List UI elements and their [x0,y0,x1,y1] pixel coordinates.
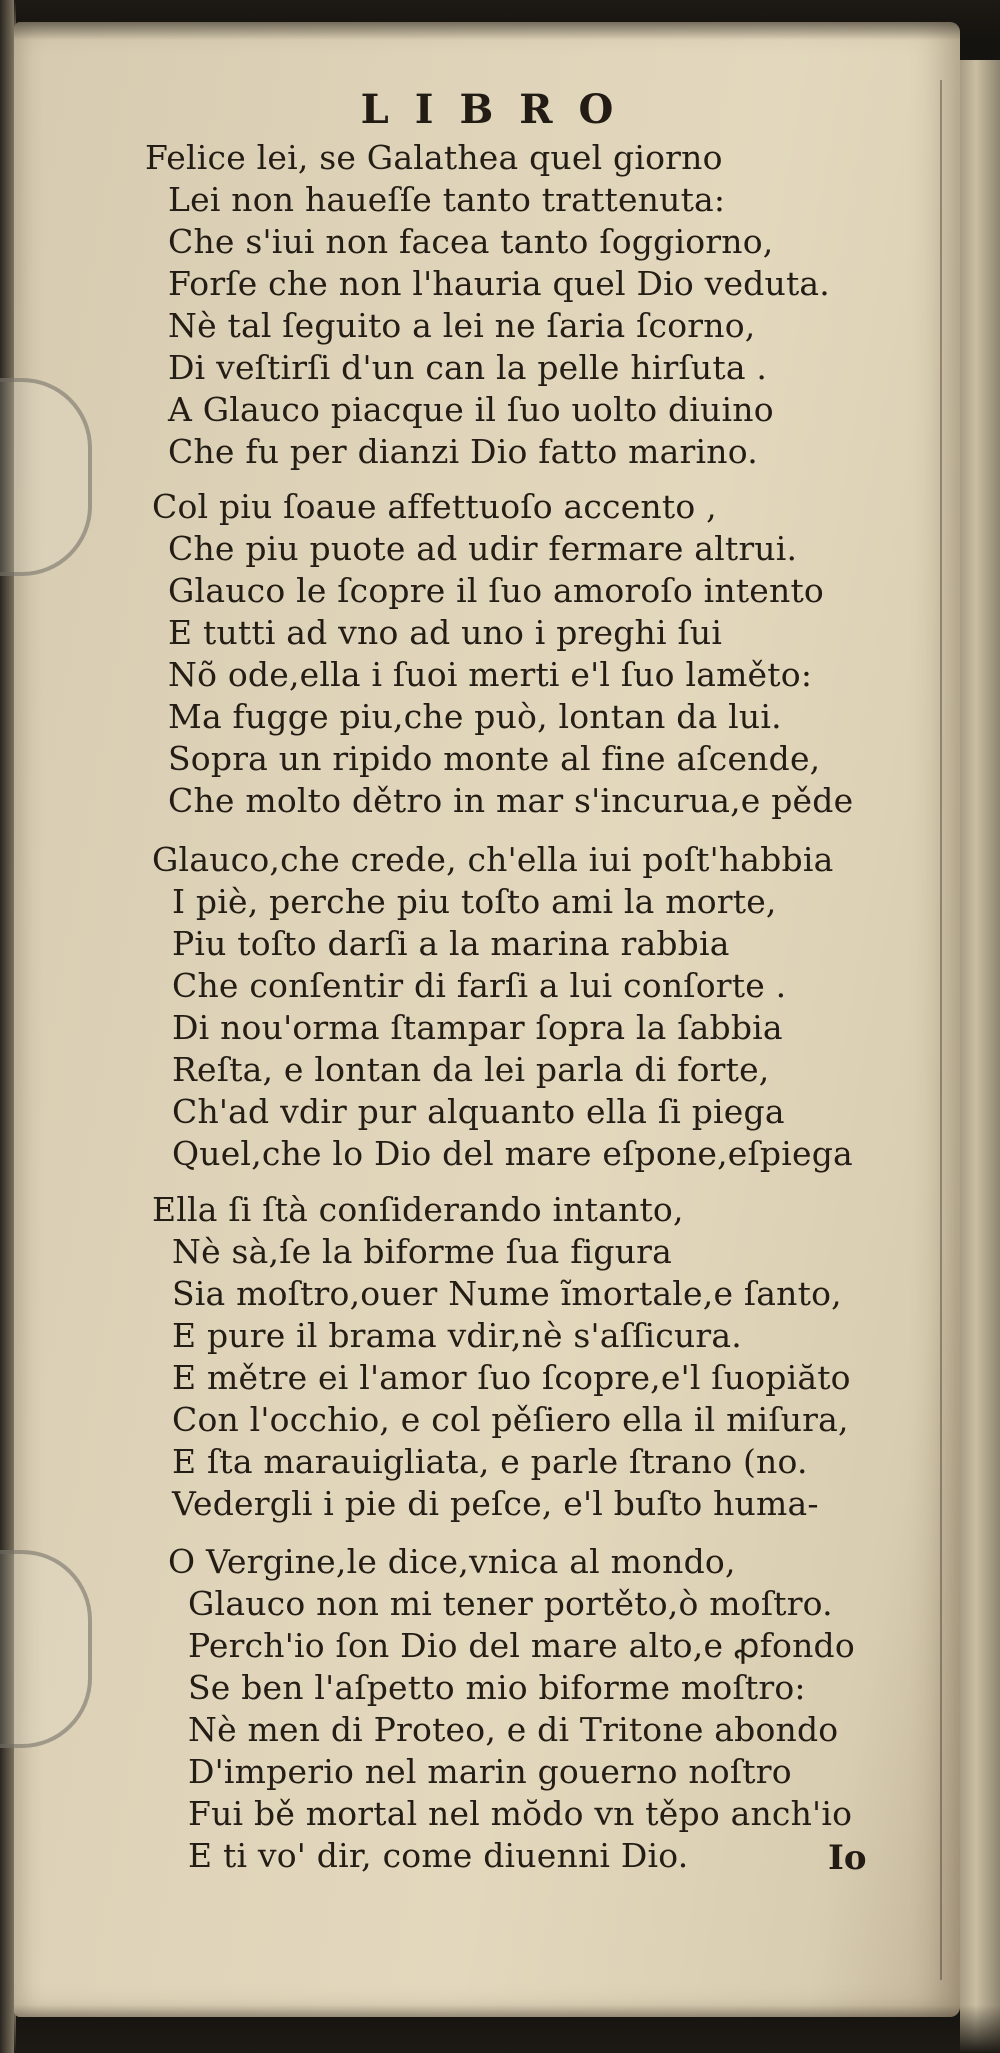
binding-clip-bottom [0,1550,92,1748]
verse-line: Che piu puote ad udir fermare altrui. [168,529,798,568]
verse-line: Reſta, e lontan da lei parla di forte, [172,1050,770,1089]
verse-line: Forſe che non l'hauria quel Dio veduta. [168,264,830,303]
verse-line: Che molto dětro in mar s'incurua,e pěde [168,781,854,820]
verse-line: Glauco le ſcopre il ſuo amoroſo intento [168,571,824,610]
verse-line: Di veſtirſi d'un can la pelle hirſuta . [168,348,768,387]
verse-line: Che s'iui non facea tanto ſoggiorno, [168,222,774,261]
verse-line: Sia moſtro,ouer Nume ĩmortale,e ſanto, [172,1274,842,1313]
verse-line: I piè, perche piu toſto ami la morte, [172,882,777,921]
verse-line: Se ben l'aſpetto mio biforme moſtro: [188,1668,806,1707]
running-header: LIBRO [360,86,640,133]
page-edge-strip [960,60,1000,2053]
verse-line: Ella ſi ſtà conſiderando intanto, [152,1190,684,1229]
verse-line: Glauco,che crede, ch'ella iui poſt'habbia [152,840,834,879]
verse-line: Ma fugge piu,che può, lontan da lui. [168,697,782,736]
verse-line: Felice lei, se Galathea quel giorno [145,138,723,177]
verse-line: Di nou'orma ſtampar ſopra la ſabbia [172,1008,783,1047]
verse-line: Ch'ad vdir pur alquanto ella ſi piega [172,1092,785,1131]
verse-line: Nõ ode,ella i ſuoi merti e'l ſuo laměto: [168,655,813,694]
verse-line: Lei non haueſſe tanto trattenuta: [168,180,726,219]
verse-line: Che conſentir di farſi a lui conſorte . [172,966,787,1005]
verse-line: E mětre ei l'amor ſuo ſcopre,e'l ſuopiăto [172,1358,851,1397]
verse-line: Che fu per dianzi Dio fatto marino. [168,432,758,471]
verse-line: Nè tal ſeguito a lei ne ſaria ſcorno, [168,306,756,345]
verse-line: E tutti ad vno ad uno i preghi ſui [168,613,723,652]
binding-clip-top [0,378,92,576]
verse-line: Vedergli i pie di peſce, e'l buſto huma- [172,1484,819,1523]
verse-line: E pure il brama vdir,nè s'aſſicura. [172,1316,742,1355]
verse-line: E ti vo' dir, come diuenni Dio. [188,1836,689,1875]
verse-line: O Vergine,le dice,vnica al mondo, [168,1542,736,1581]
page-number: Io [828,1838,867,1878]
verse-line: Nè sà,ſe la biforme ſua figura [172,1232,673,1271]
verse-line: Fui bě mortal nel mŏdo vn těpo anch'io [188,1794,853,1833]
verse-line: Sopra un ripido monte al fine aſcende, [168,739,821,778]
verse-line: E ſta marauigliata, e parle ſtrano (no. [172,1442,808,1481]
verse-line: Perch'io ſon Dio del mare alto,e ꝓfondo [188,1626,855,1665]
top-shadow [14,0,1000,40]
verse-line: A Glauco piacque il ſuo uolto diuino [168,390,774,429]
verse-line: Quel,che lo Dio del mare eſpone,eſpiega [172,1134,853,1173]
bottom-shadow [14,2005,1000,2053]
verse-line: Col piu ſoaue affettuoſo accento , [152,487,717,526]
verse-line: Glauco non mi tener portěto,ò moſtro. [188,1584,833,1623]
page-fold-line [940,80,942,1980]
verse-line: Nè men di Proteo, e di Tritone abondo [188,1710,839,1749]
verse-line: D'imperio nel marin gouerno noſtro [188,1752,792,1791]
verse-line: Piu toſto darſi a la marina rabbia [172,924,730,963]
verse-line: Con l'occhio, e col pěſiero ella il miſura, [172,1400,849,1439]
